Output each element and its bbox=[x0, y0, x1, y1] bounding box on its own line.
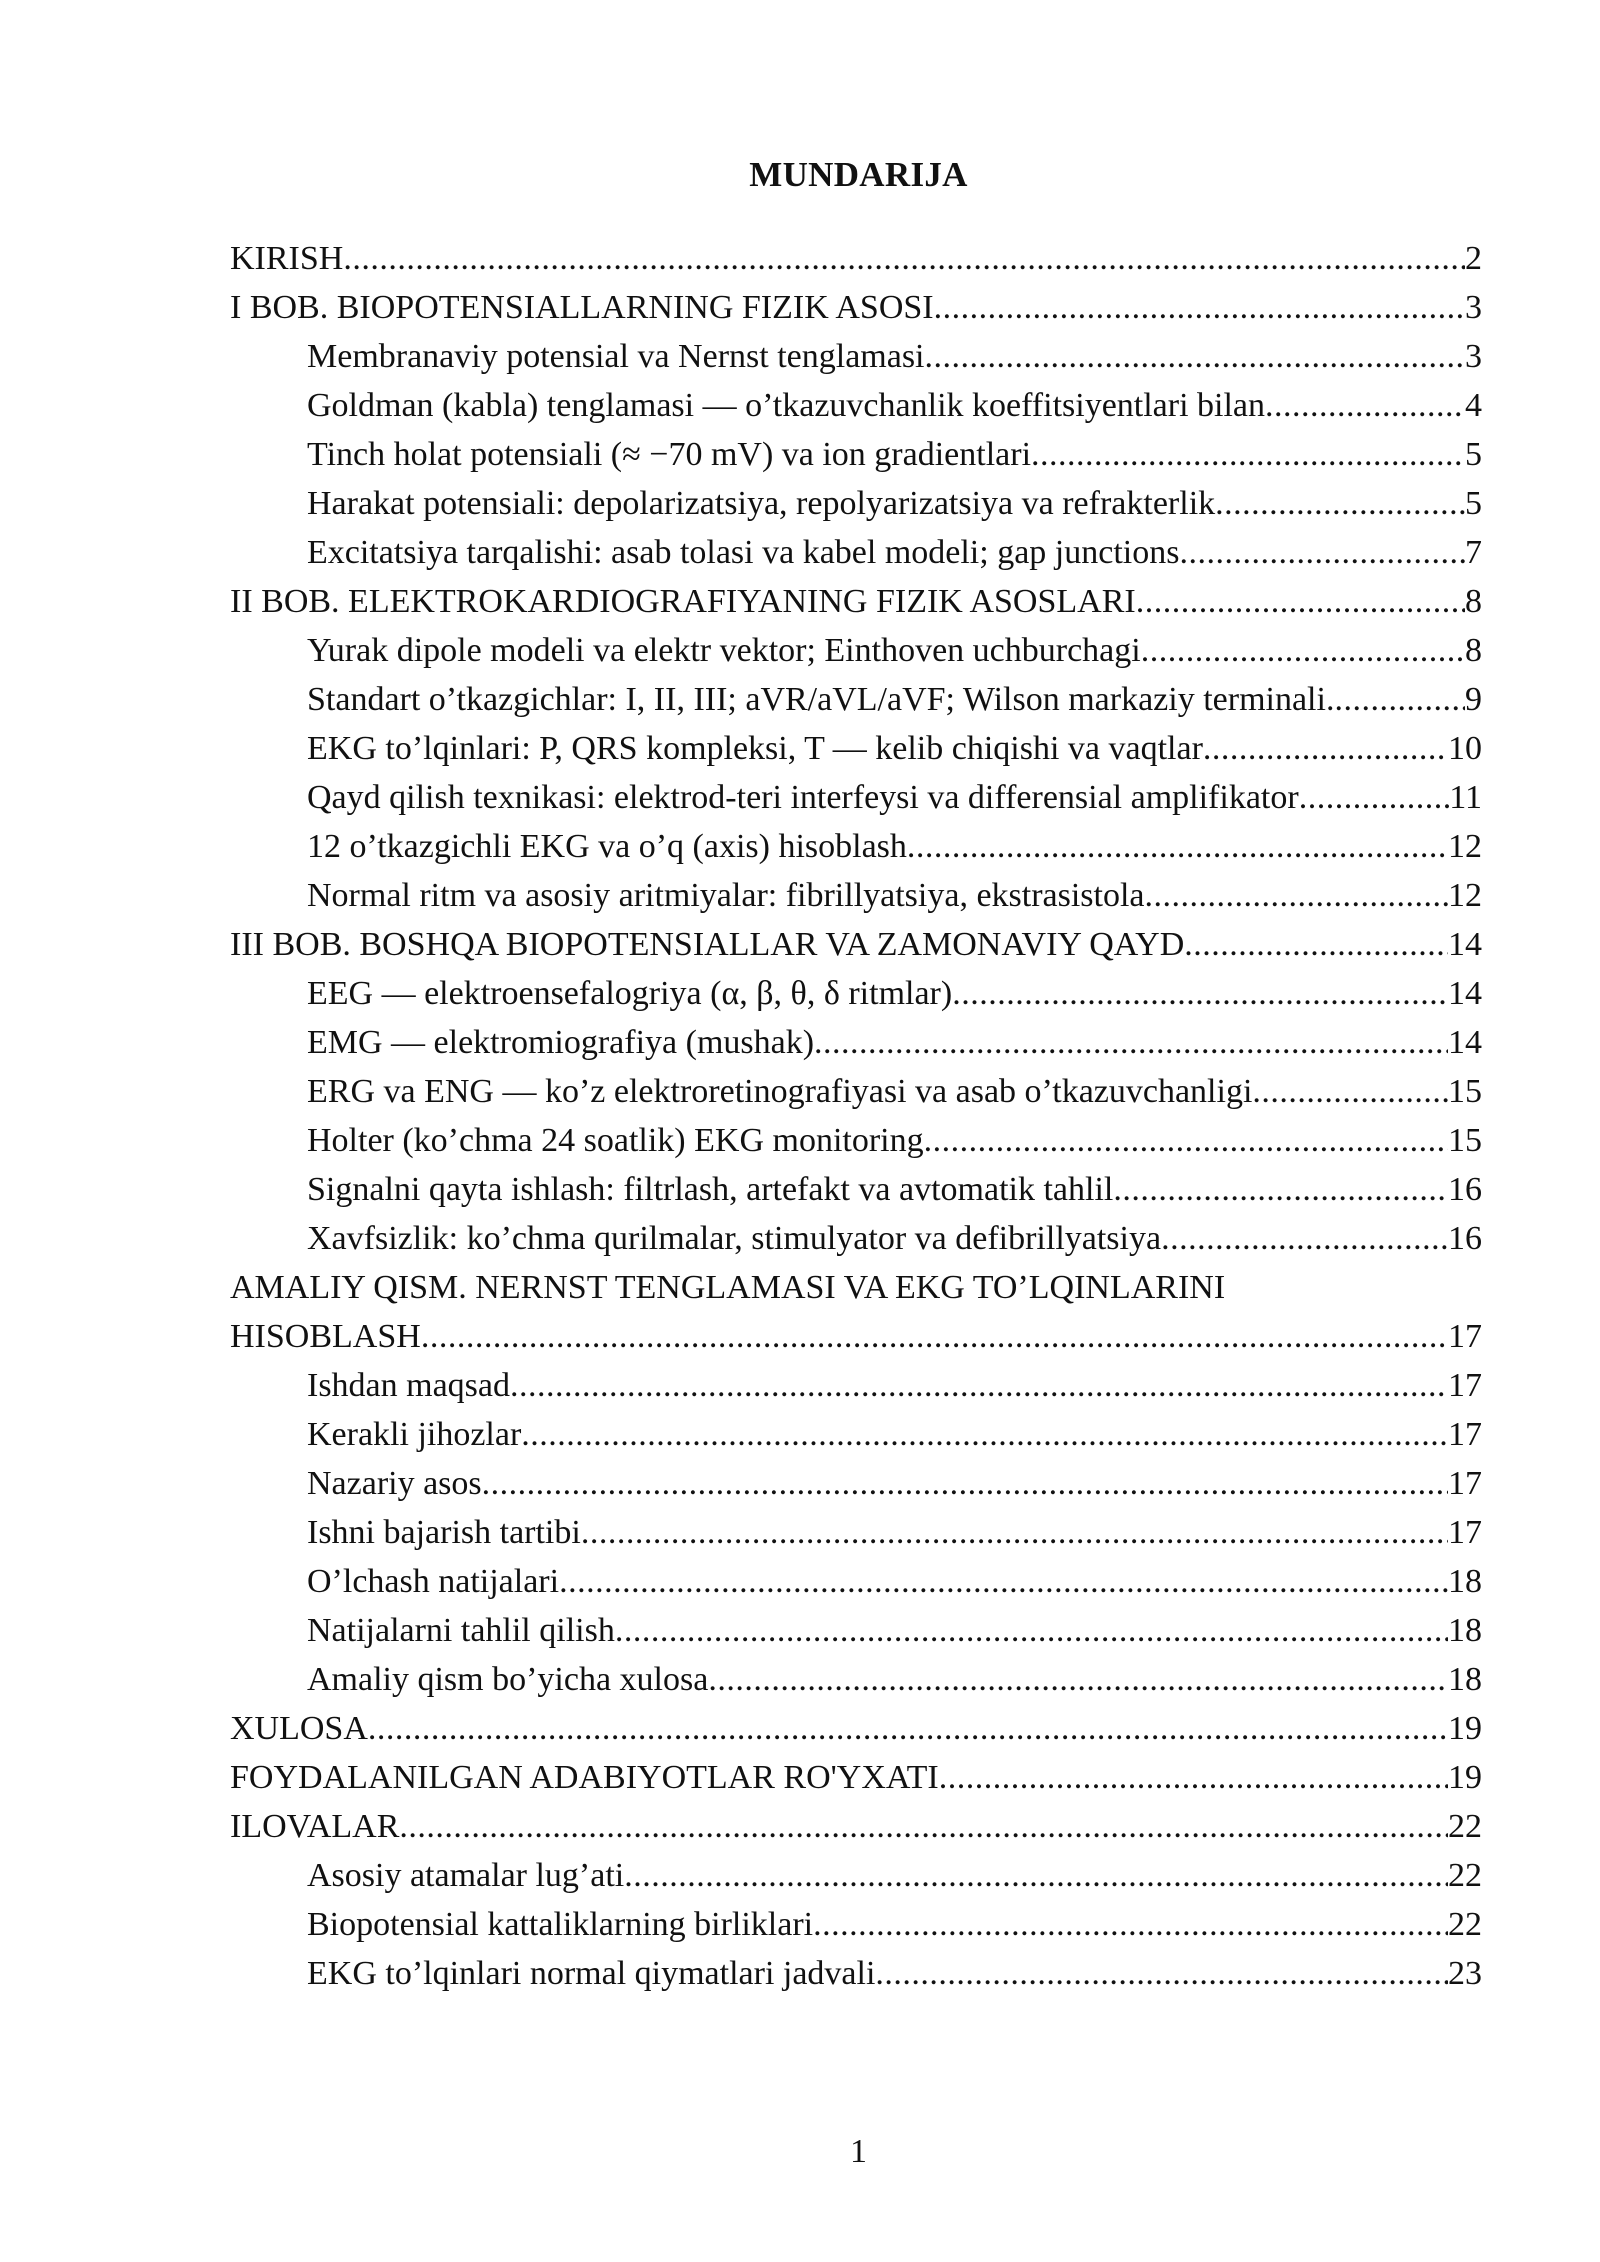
toc-entry-title: O’lchash natijalari bbox=[307, 1563, 560, 1600]
toc-page-number: 17 bbox=[1448, 1416, 1482, 1453]
toc-entry-title: Excitatsiya tarqalishi: asab tolasi va kabel modeli; gap junctions bbox=[307, 534, 1180, 571]
dot-leader bbox=[368, 1704, 1448, 1753]
toc-page-number: 15 bbox=[1448, 1073, 1482, 1110]
dot-leader bbox=[875, 1949, 1448, 1998]
toc-subentry[interactable] bbox=[230, 1410, 1482, 1459]
toc-page-number: 22 bbox=[1448, 1808, 1482, 1845]
toc-entry[interactable] bbox=[230, 1802, 1482, 1851]
dot-leader bbox=[1136, 577, 1465, 626]
toc-page-number: 19 bbox=[1448, 1710, 1482, 1747]
toc-subentry[interactable] bbox=[230, 675, 1482, 724]
toc-subentry[interactable] bbox=[230, 1557, 1482, 1606]
toc-page-number: 5 bbox=[1465, 436, 1482, 473]
toc-entry-title: Yurak dipole modeli va elektr vektor; Einthoven uchburchagi bbox=[307, 632, 1141, 669]
dot-leader bbox=[1145, 871, 1448, 920]
toc-page-number: 7 bbox=[1465, 534, 1482, 571]
toc-page-number: 9 bbox=[1465, 681, 1482, 718]
toc-entry[interactable] bbox=[230, 920, 1482, 969]
toc-page-number: 16 bbox=[1448, 1171, 1482, 1208]
table-of-contents bbox=[230, 234, 1482, 1998]
dot-leader bbox=[1299, 773, 1450, 822]
toc-subentry[interactable] bbox=[230, 773, 1482, 822]
toc-subentry[interactable] bbox=[230, 822, 1482, 871]
dot-leader bbox=[1334, 675, 1465, 724]
dot-leader bbox=[924, 1116, 1448, 1165]
toc-entry-title: Signalni qayta ishlash: filtrlash, artefakt va avtomatik tahlil bbox=[307, 1171, 1114, 1208]
dot-leader bbox=[1141, 626, 1465, 675]
toc-entry-title: II BOB. ELEKTROKARDIOGRAFIYANING FIZIK ASOSLARI bbox=[230, 583, 1136, 620]
toc-entry-title: Standart o’tkazgichlar: I, II, III; aVR/aVL/aVF; Wilson markaziy terminali. bbox=[307, 681, 1335, 718]
toc-page-number: 22 bbox=[1448, 1857, 1482, 1894]
dot-leader bbox=[952, 969, 1448, 1018]
dot-leader bbox=[708, 1655, 1448, 1704]
toc-page-number: 15 bbox=[1448, 1122, 1482, 1159]
toc-entry-title: Ishdan maqsad bbox=[307, 1367, 511, 1404]
toc-page-number: 18 bbox=[1448, 1563, 1482, 1600]
toc-page-number: 3 bbox=[1465, 289, 1482, 326]
dot-leader bbox=[907, 822, 1448, 871]
toc-entry[interactable] bbox=[230, 577, 1482, 626]
toc-page-number: 22 bbox=[1448, 1906, 1482, 1943]
toc-page-number: 11 bbox=[1449, 779, 1482, 816]
toc-entry-title: Goldman (kabla) tenglamasi — o’tkazuvchanlik koeffitsiyentlari bilan bbox=[307, 387, 1266, 424]
toc-entry-title: 12 o’tkazgichli EKG va o’q (axis) hisoblash bbox=[307, 828, 907, 865]
dot-leader bbox=[925, 332, 1466, 381]
toc-page-number: 14 bbox=[1448, 1024, 1482, 1061]
dot-leader bbox=[482, 1459, 1448, 1508]
dot-leader bbox=[581, 1508, 1448, 1557]
dot-leader bbox=[1113, 1165, 1448, 1214]
toc-page-number: 18 bbox=[1448, 1612, 1482, 1649]
toc-page-number: 23 bbox=[1448, 1955, 1482, 1992]
toc-entry-title: ILOVALAR bbox=[230, 1808, 400, 1845]
dot-leader bbox=[615, 1606, 1448, 1655]
dot-leader bbox=[510, 1361, 1448, 1410]
toc-page-number: 4 bbox=[1465, 387, 1482, 424]
page-number: 1 bbox=[850, 2133, 867, 2170]
dot-leader bbox=[421, 1312, 1448, 1361]
toc-subentry[interactable] bbox=[230, 430, 1482, 479]
toc-entry-title: Asosiy atamalar lug’ati bbox=[307, 1857, 625, 1894]
toc-entry-continuation bbox=[230, 1312, 1482, 1361]
toc-page-number: 14 bbox=[1448, 926, 1482, 963]
toc-entry-title: AMALIY QISM. NERNST TENGLAMASI VA EKG TO’LQINLARINI bbox=[230, 1269, 1226, 1306]
toc-subentry[interactable] bbox=[230, 724, 1482, 773]
dot-leader bbox=[1265, 381, 1465, 430]
toc-page-number: 14 bbox=[1448, 975, 1482, 1012]
toc-entry-title: Harakat potensiali: depolarizatsiya, repolyarizatsiya va refrakterlik bbox=[307, 485, 1216, 522]
toc-subentry[interactable] bbox=[230, 1116, 1482, 1165]
toc-page-number: 8 bbox=[1465, 583, 1482, 620]
page-title: MUNDARIJA bbox=[749, 155, 968, 194]
toc-entry-title: Normal ritm va asosiy aritmiyalar: fibrillyatsiya, ekstrasistola bbox=[307, 877, 1145, 914]
dot-leader bbox=[934, 283, 1465, 332]
toc-subentry[interactable] bbox=[230, 1214, 1482, 1263]
toc-subentry[interactable] bbox=[230, 871, 1482, 920]
toc-page-number: 17 bbox=[1448, 1465, 1482, 1502]
toc-entry-title: XULOSA bbox=[230, 1710, 368, 1747]
toc-page-number: 18 bbox=[1448, 1661, 1482, 1698]
dot-leader bbox=[1161, 1214, 1448, 1263]
toc-subentry[interactable] bbox=[230, 528, 1482, 577]
toc-page-number: 17 bbox=[1448, 1514, 1482, 1551]
toc-entry-title: Natijalarni tahlil qilish bbox=[307, 1612, 615, 1649]
toc-page-number: 3 bbox=[1465, 338, 1482, 375]
toc-entry-title: Holter (ko’chma 24 soatlik) EKG monitoring bbox=[307, 1122, 924, 1159]
toc-subentry[interactable] bbox=[230, 1606, 1482, 1655]
toc-page-number: 5 bbox=[1465, 485, 1482, 522]
toc-subentry[interactable] bbox=[230, 1165, 1482, 1214]
toc-subentry[interactable] bbox=[230, 626, 1482, 675]
dot-leader bbox=[1031, 430, 1465, 479]
toc-entry-title: Membranaviy potensial va Nernst tenglamasi bbox=[307, 338, 925, 375]
toc-subentry[interactable] bbox=[230, 1508, 1482, 1557]
dot-leader bbox=[343, 234, 1465, 283]
toc-entry-title: FOYDALANILGAN ADABIYOTLAR RO'YXATI bbox=[230, 1759, 939, 1796]
toc-page-number: 16 bbox=[1448, 1220, 1482, 1257]
dot-leader bbox=[1203, 724, 1448, 773]
toc-subentry[interactable] bbox=[230, 1655, 1482, 1704]
toc-subentry[interactable] bbox=[230, 1459, 1482, 1508]
toc-subentry[interactable] bbox=[230, 1949, 1482, 1998]
toc-page-number: 17 bbox=[1448, 1318, 1482, 1355]
toc-page-number: 12 bbox=[1448, 877, 1482, 914]
toc-subentry[interactable] bbox=[230, 1851, 1482, 1900]
dot-leader bbox=[559, 1557, 1448, 1606]
toc-page-number: 17 bbox=[1448, 1367, 1482, 1404]
toc-entry-title: EKG to’lqinlari: P, QRS kompleksi, T — kelib chiqishi va vaqtlar bbox=[307, 730, 1203, 767]
toc-entry-title: Biopotensial kattaliklarning birliklari bbox=[307, 1906, 814, 1943]
toc-entry-title: III BOB. BOSHQA BIOPOTENSIALLAR VA ZAMONAVIY QAYD bbox=[230, 926, 1185, 963]
toc-page-number: 2 bbox=[1465, 240, 1482, 277]
dot-leader bbox=[521, 1410, 1448, 1459]
toc-subentry[interactable] bbox=[230, 332, 1482, 381]
toc-page-number: 8 bbox=[1465, 632, 1482, 669]
toc-subentry[interactable] bbox=[230, 1361, 1482, 1410]
toc-entry-title: Amaliy qism bo’yicha xulosa bbox=[307, 1661, 709, 1698]
toc-entry-title: ERG va ENG — ko’z elektroretinografiyasi va asab o’tkazuvchanligi bbox=[307, 1073, 1253, 1110]
dot-leader bbox=[1252, 1067, 1448, 1116]
toc-entry[interactable] bbox=[230, 283, 1482, 332]
toc-subentry[interactable] bbox=[230, 479, 1482, 528]
toc-subentry[interactable] bbox=[230, 1067, 1482, 1116]
toc-entry[interactable] bbox=[230, 234, 1482, 283]
toc-entry-title: EMG — elektromiografiya (mushak) bbox=[307, 1024, 815, 1061]
toc-entry[interactable] bbox=[230, 1753, 1482, 1802]
dot-leader bbox=[814, 1018, 1448, 1067]
dot-leader bbox=[1215, 479, 1465, 528]
toc-entry-title: Ishni bajarish tartibi bbox=[307, 1514, 581, 1551]
toc-entry-title: Kerakli jihozlar bbox=[307, 1416, 522, 1453]
toc-subentry[interactable] bbox=[230, 381, 1482, 430]
toc-entry-title: Nazariy asos bbox=[307, 1465, 482, 1502]
toc-page-number: 10 bbox=[1448, 730, 1482, 767]
toc-entry-title: Xavfsizlik: ko’chma qurilmalar, stimulyator va defibrillyatsiya bbox=[307, 1220, 1162, 1257]
dot-leader bbox=[939, 1753, 1448, 1802]
toc-page-number: 12 bbox=[1448, 828, 1482, 865]
dot-leader bbox=[399, 1802, 1448, 1851]
toc-entry-title: I BOB. BIOPOTENSIALLARNING FIZIK ASOSI bbox=[230, 289, 934, 326]
toc-entry-title-continued: HISOBLASH bbox=[230, 1318, 421, 1355]
toc-entry-title: Qayd qilish texnikasi: elektrod-teri interfeysi va differensial amplifikator bbox=[307, 779, 1299, 816]
dot-leader bbox=[1179, 528, 1465, 577]
toc-page-number: 19 bbox=[1448, 1759, 1482, 1796]
dot-leader bbox=[624, 1851, 1448, 1900]
toc-entry-title: EKG to’lqinlari normal qiymatlari jadvali bbox=[307, 1955, 876, 1992]
dot-leader bbox=[1184, 920, 1448, 969]
toc-entry[interactable] bbox=[230, 1263, 1482, 1361]
toc-subentry[interactable] bbox=[230, 1018, 1482, 1067]
toc-entry-title: Tinch holat potensiali (≈ −70 mV) va ion gradientlari bbox=[307, 436, 1032, 473]
toc-entry-title: EEG — elektroensefalogriya (α, β, θ, δ ritmlar) bbox=[307, 975, 953, 1012]
toc-entry[interactable] bbox=[230, 1704, 1482, 1753]
dot-leader bbox=[813, 1900, 1448, 1949]
toc-subentry[interactable] bbox=[230, 1900, 1482, 1949]
toc-entry-title: KIRISH bbox=[230, 240, 344, 277]
toc-subentry[interactable] bbox=[230, 969, 1482, 1018]
